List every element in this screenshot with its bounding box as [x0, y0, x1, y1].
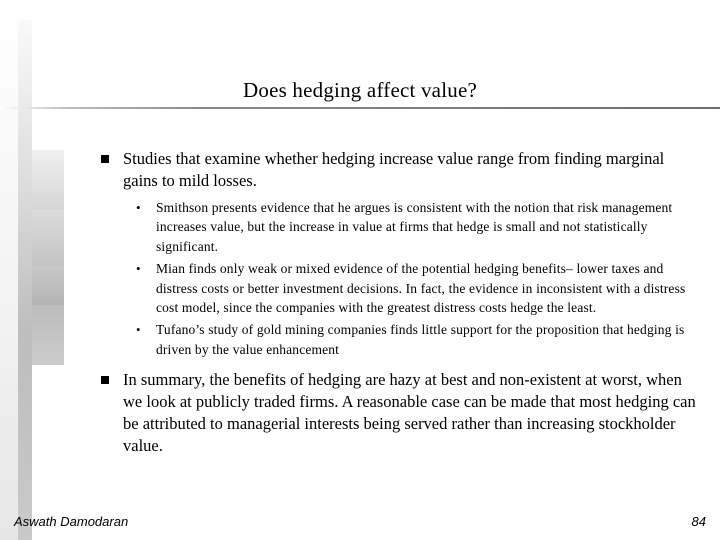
bullet-text: Studies that examine whether hedging increase value range from finding marginal gains to mild losses. — [123, 149, 665, 190]
footer-author: Aswath Damodaran — [14, 514, 129, 529]
page-number: 84 — [691, 514, 706, 529]
sub-bullet-list — [96, 198, 696, 359]
slide-title: Does hedging affect value? — [243, 78, 477, 102]
slide-body — [96, 148, 696, 457]
deco-block — [18, 20, 32, 540]
deco-block — [32, 210, 64, 265]
sub-bullet-text: Tufano’s study of gold mining companies finds little support for the proposition that hedging is driven by the value enhancement — [156, 322, 685, 357]
bullet-item — [96, 148, 696, 192]
sub-bullet-item — [96, 198, 696, 256]
bullet-text: In summary, the benefits of hedging are hazy at best and non-existent at worst, when we look at publicly traded firms. A reasonable case can be made that most hedging can be attributed to managerial interests being served rather than increasing stockholder value. — [123, 370, 696, 456]
sub-bullet-item — [96, 320, 696, 359]
title-divider — [0, 107, 720, 109]
deco-block — [32, 305, 64, 365]
sub-bullet-text: Smithson presents evidence that he argues is consistent with the notion that risk management increases value, but the increase in value at firms that hedge is small and not statistically significant. — [156, 200, 673, 254]
dot-bullet-icon: • — [136, 200, 141, 215]
square-bullet-icon — [101, 376, 109, 384]
square-bullet-icon — [101, 155, 109, 163]
sub-bullet-item — [96, 259, 696, 317]
dot-bullet-icon: • — [136, 261, 141, 277]
deco-block — [32, 150, 64, 210]
sub-bullet-text: Mian finds only weak or mixed evidence of the potential hedging benefits– lower taxes and distress costs or better investment decisions. In fact, the evidence in inconsistent with a distress cost model, since the companies with the greatest distress costs hedge the least. — [156, 261, 686, 316]
deco-block — [0, 0, 18, 540]
bullet-item — [96, 369, 696, 457]
deco-block — [32, 265, 64, 305]
left-decoration — [0, 0, 68, 540]
dot-bullet-icon: • — [136, 322, 141, 338]
